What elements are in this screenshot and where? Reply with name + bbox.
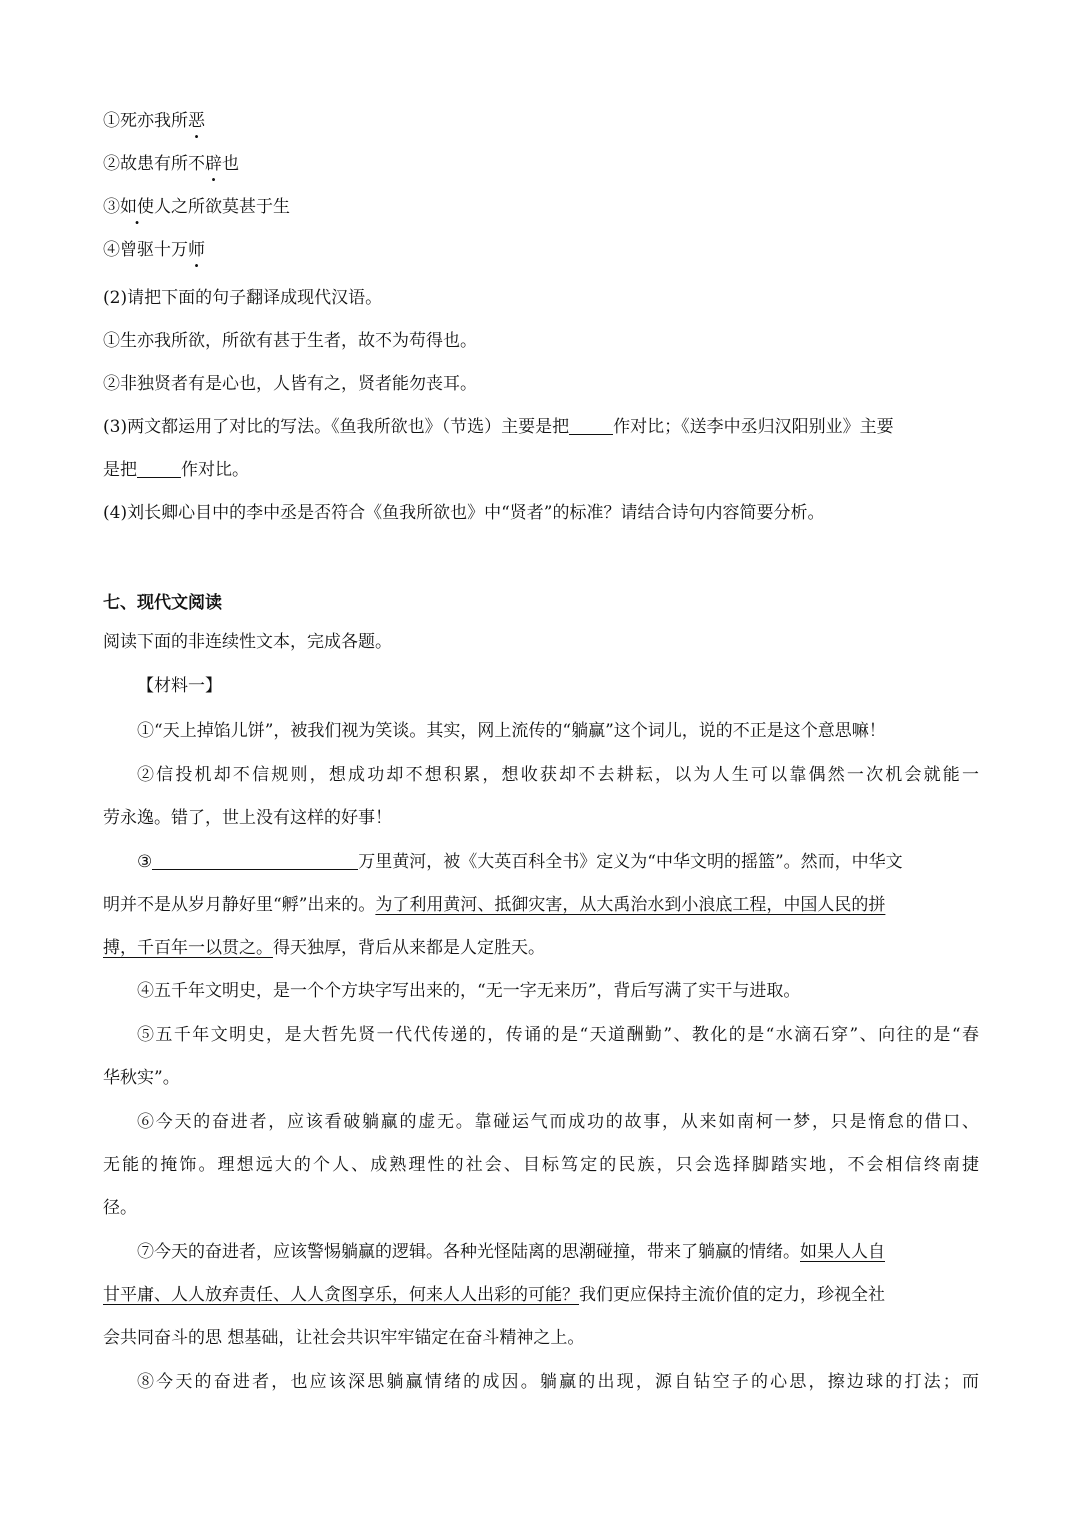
q1-item-1-text: ①死亦我所	[103, 111, 188, 131]
paragraph-3-line-2	[103, 893, 979, 917]
paragraph-3-number: ③	[137, 852, 153, 872]
paragraph-7-line-1	[137, 1240, 979, 1264]
paragraph-7-underlined-sentence: 甘平庸、人人放弃责任、人人贪图享乐，何来人人出彩的可能？	[103, 1285, 579, 1305]
q1-item-3-text: ③	[103, 197, 120, 217]
q1-item-4-dotted-word: 师	[188, 240, 205, 260]
paragraph-5-line-2: 华秋实”。	[103, 1068, 180, 1088]
q1-item-1	[103, 109, 979, 133]
paragraph-7-line-2	[103, 1283, 979, 1307]
section-title: 七、现代文阅读	[103, 593, 222, 613]
q1-item-3-dotted-chars: 如使	[120, 197, 154, 217]
paragraph-1: ①“天上掉馅儿饼”，被我们视为笑谈。其实，网上流传的“躺赢”这个词儿，说的不正是这个意思嘛！	[137, 721, 886, 741]
q3-text-b: 作对比；《送李中丞归汉阳别业》主要	[613, 417, 894, 437]
paragraph-2-line-2: 劳永逸。错了，世上没有这样的好事！	[103, 808, 392, 828]
q1-item-2-rest: 也	[222, 154, 239, 174]
q1-item-2-text: ②故患有所不	[103, 154, 205, 174]
q1-item-2-dotted-word: 辟	[205, 154, 222, 174]
q1-item-3-rest: 人之所欲莫甚于生	[154, 197, 290, 217]
paragraph-3-line-3-plain: 得天独厚，背后从来都是人定胜天。	[273, 938, 545, 958]
q1-item-4	[103, 238, 979, 262]
paragraph-3-line-3	[103, 936, 979, 960]
paragraph-3-underlined-end: 搏，千百年一以贯之。	[103, 938, 273, 958]
q3-blank-1[interactable]	[569, 416, 613, 435]
q3-text-c: 是把	[103, 460, 137, 480]
q1-item-1-dotted-word: 恶	[188, 111, 205, 131]
paragraph-8-line-1: ⑧今天的奋进者，也应该深思躺赢情绪的成因。躺赢的出现，源自钻空子的心思，擦边球的打法；而	[137, 1372, 979, 1392]
paragraph-3-line-1	[137, 850, 979, 874]
q1-item-3-dotted-word	[120, 197, 154, 217]
paragraph-3-line-1-text: 万里黄河，被《大英百科全书》定义为“中华文明的摇篮”。然而，中华文	[358, 852, 903, 872]
paragraph-6-line-1: ⑥今天的奋进者，应该看破躺赢的虚无。靠碰运气而成功的故事，从来如南柯一梦，只是惰怠的借口、	[137, 1112, 979, 1132]
paragraph-3-blank[interactable]	[152, 851, 358, 870]
paragraph-7-line-1-plain: ⑦今天的奋进者，应该警惕躺赢的逻辑。各种光怪陆离的思潮碰撞，带来了躺赢的情绪。	[137, 1242, 800, 1262]
q2-item-1: ①生亦我所欲，所欲有甚于生者，故不为苟得也。	[103, 331, 477, 351]
paragraph-7-underlined-start: 如果人人自	[800, 1242, 885, 1262]
q1-item-2	[103, 152, 979, 176]
paragraph-7-line-3: 会共同奋斗的思 想基础，让社会共识牢牢锚定在奋斗精神之上。	[103, 1328, 585, 1348]
paragraph-6-line-2: 无能的掩饰。理想远大的个人、成熟理性的社会、目标笃定的民族，只会选择脚踏实地，不会相信终南捷	[103, 1155, 979, 1175]
paragraph-5-line-1: ⑤五千年文明史，是大哲先贤一代代传递的，传诵的是“天道酬勤”、教化的是“水滴石穿”、向往的是“春	[137, 1025, 979, 1045]
q3-text-d: 作对比。	[181, 460, 249, 480]
material-label: 【材料一】	[137, 676, 222, 696]
paragraph-6-line-3: 径。	[103, 1198, 137, 1218]
q3-blank-2[interactable]	[137, 459, 181, 478]
q4: (4)刘长卿心目中的李中丞是否符合《鱼我所欲也》中“贤者”的标准？请结合诗句内容简要分析。	[103, 503, 825, 523]
q3-line-2	[103, 458, 979, 482]
q2-item-2: ②非独贤者有是心也，人皆有之，贤者能勿丧耳。	[103, 374, 477, 394]
q1-item-4-text: ④曾驱十万	[103, 240, 188, 260]
paragraph-4: ④五千年文明史，是一个个方块字写出来的，“无一字无来历”，背后写满了实干与进取。	[137, 981, 801, 1001]
q3-text-a: (3)两文都运用了对比的写法。《鱼我所欲也》（节选）主要是把	[103, 417, 570, 437]
q1-item-3	[103, 195, 979, 219]
paragraph-3-line-2-plain: 明并不是从岁月静好里“孵”出来的。	[103, 895, 376, 915]
paragraph-2-line-1: ②信投机却不信规则，想成功却不想积累，想收获却不去耕耘，以为人生可以靠偶然一次机会就能一	[137, 765, 979, 785]
paragraph-7-line-2-plain: 我们更应保持主流价值的定力，珍视全社	[579, 1285, 885, 1305]
q2-title: (2)请把下面的句子翻译成现代汉语。	[103, 288, 383, 308]
q3-line-1	[103, 415, 979, 439]
section-intro: 阅读下面的非连续性文本，完成各题。	[103, 632, 392, 652]
paragraph-3-underlined-sentence: 为了利用黄河、抵御灾害，从大禹治水到小浪底工程，中国人民的拼	[375, 895, 886, 915]
